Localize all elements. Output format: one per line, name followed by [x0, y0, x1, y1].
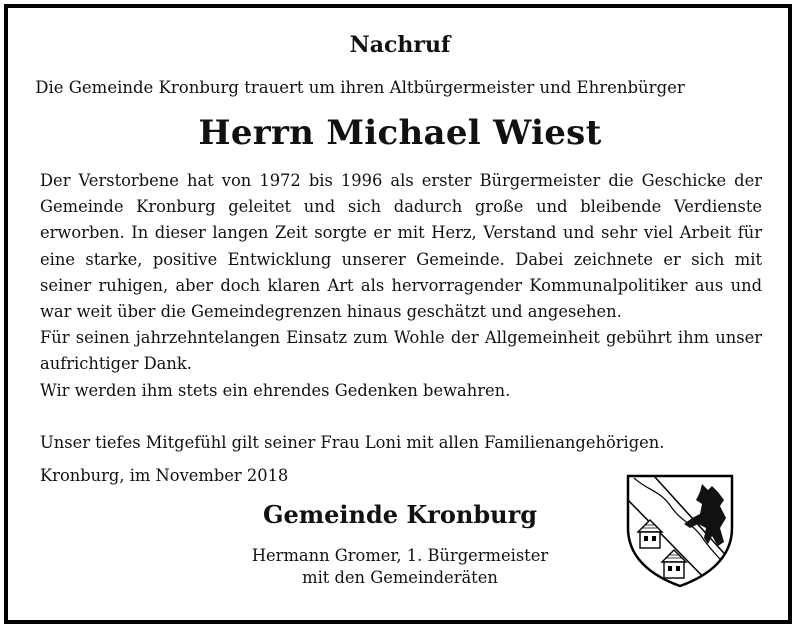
- organization-name: Gemeinde Kronburg: [262, 500, 538, 529]
- signer-block: [200, 545, 600, 589]
- notice-body: [40, 168, 762, 456]
- paragraph-merits: Der Verstorbene hat von 1972 bis 1996 als erster Bürgermeister die Geschicke der Gemeinde Kronburg geleitet und sich dadurch große und bleibende Verdienste erworben. In dieser langen Zeit sorgte er mit Herz, Verstand und sehr viel Arbeit für eine starke, positive Entwicklung unserer Gemeinde. Dabei zeichnete er sich mit seiner ruhigen, aber doch klaren Art als hervorragender Kommunalpolitiker aus und war weit über die Gemeindegrenzen hinaus geschätzt und angesehen.: [40, 171, 762, 322]
- paragraph-condolence: Unser tiefes Mitgefühl gilt seiner Frau Loni mit allen Familienangehörigen.: [40, 432, 665, 452]
- notice-title: Nachruf: [349, 32, 451, 58]
- place-date: Kronburg, im November 2018: [40, 466, 289, 485]
- deceased-name: Herrn Michael Wiest: [198, 113, 602, 153]
- municipal-coat-of-arms-icon: [620, 470, 740, 590]
- paragraph-thanks: Für seinen jahrzehntelangen Einsatz zum Wohle der Allgemeinheit gebührt ihm unser aufrichtiger Dank.: [40, 328, 762, 374]
- signer-name: Hermann Gromer, 1. Bürgermeister: [251, 546, 549, 565]
- notice-intro: Die Gemeinde Kronburg trauert um ihren Altbürgermeister und Ehrenbürger: [35, 78, 685, 97]
- paragraph-remembrance: Wir werden ihm stets ein ehrendes Gedenken bewahren.: [40, 380, 511, 400]
- signer-council: mit den Gemeinderäten: [302, 568, 498, 587]
